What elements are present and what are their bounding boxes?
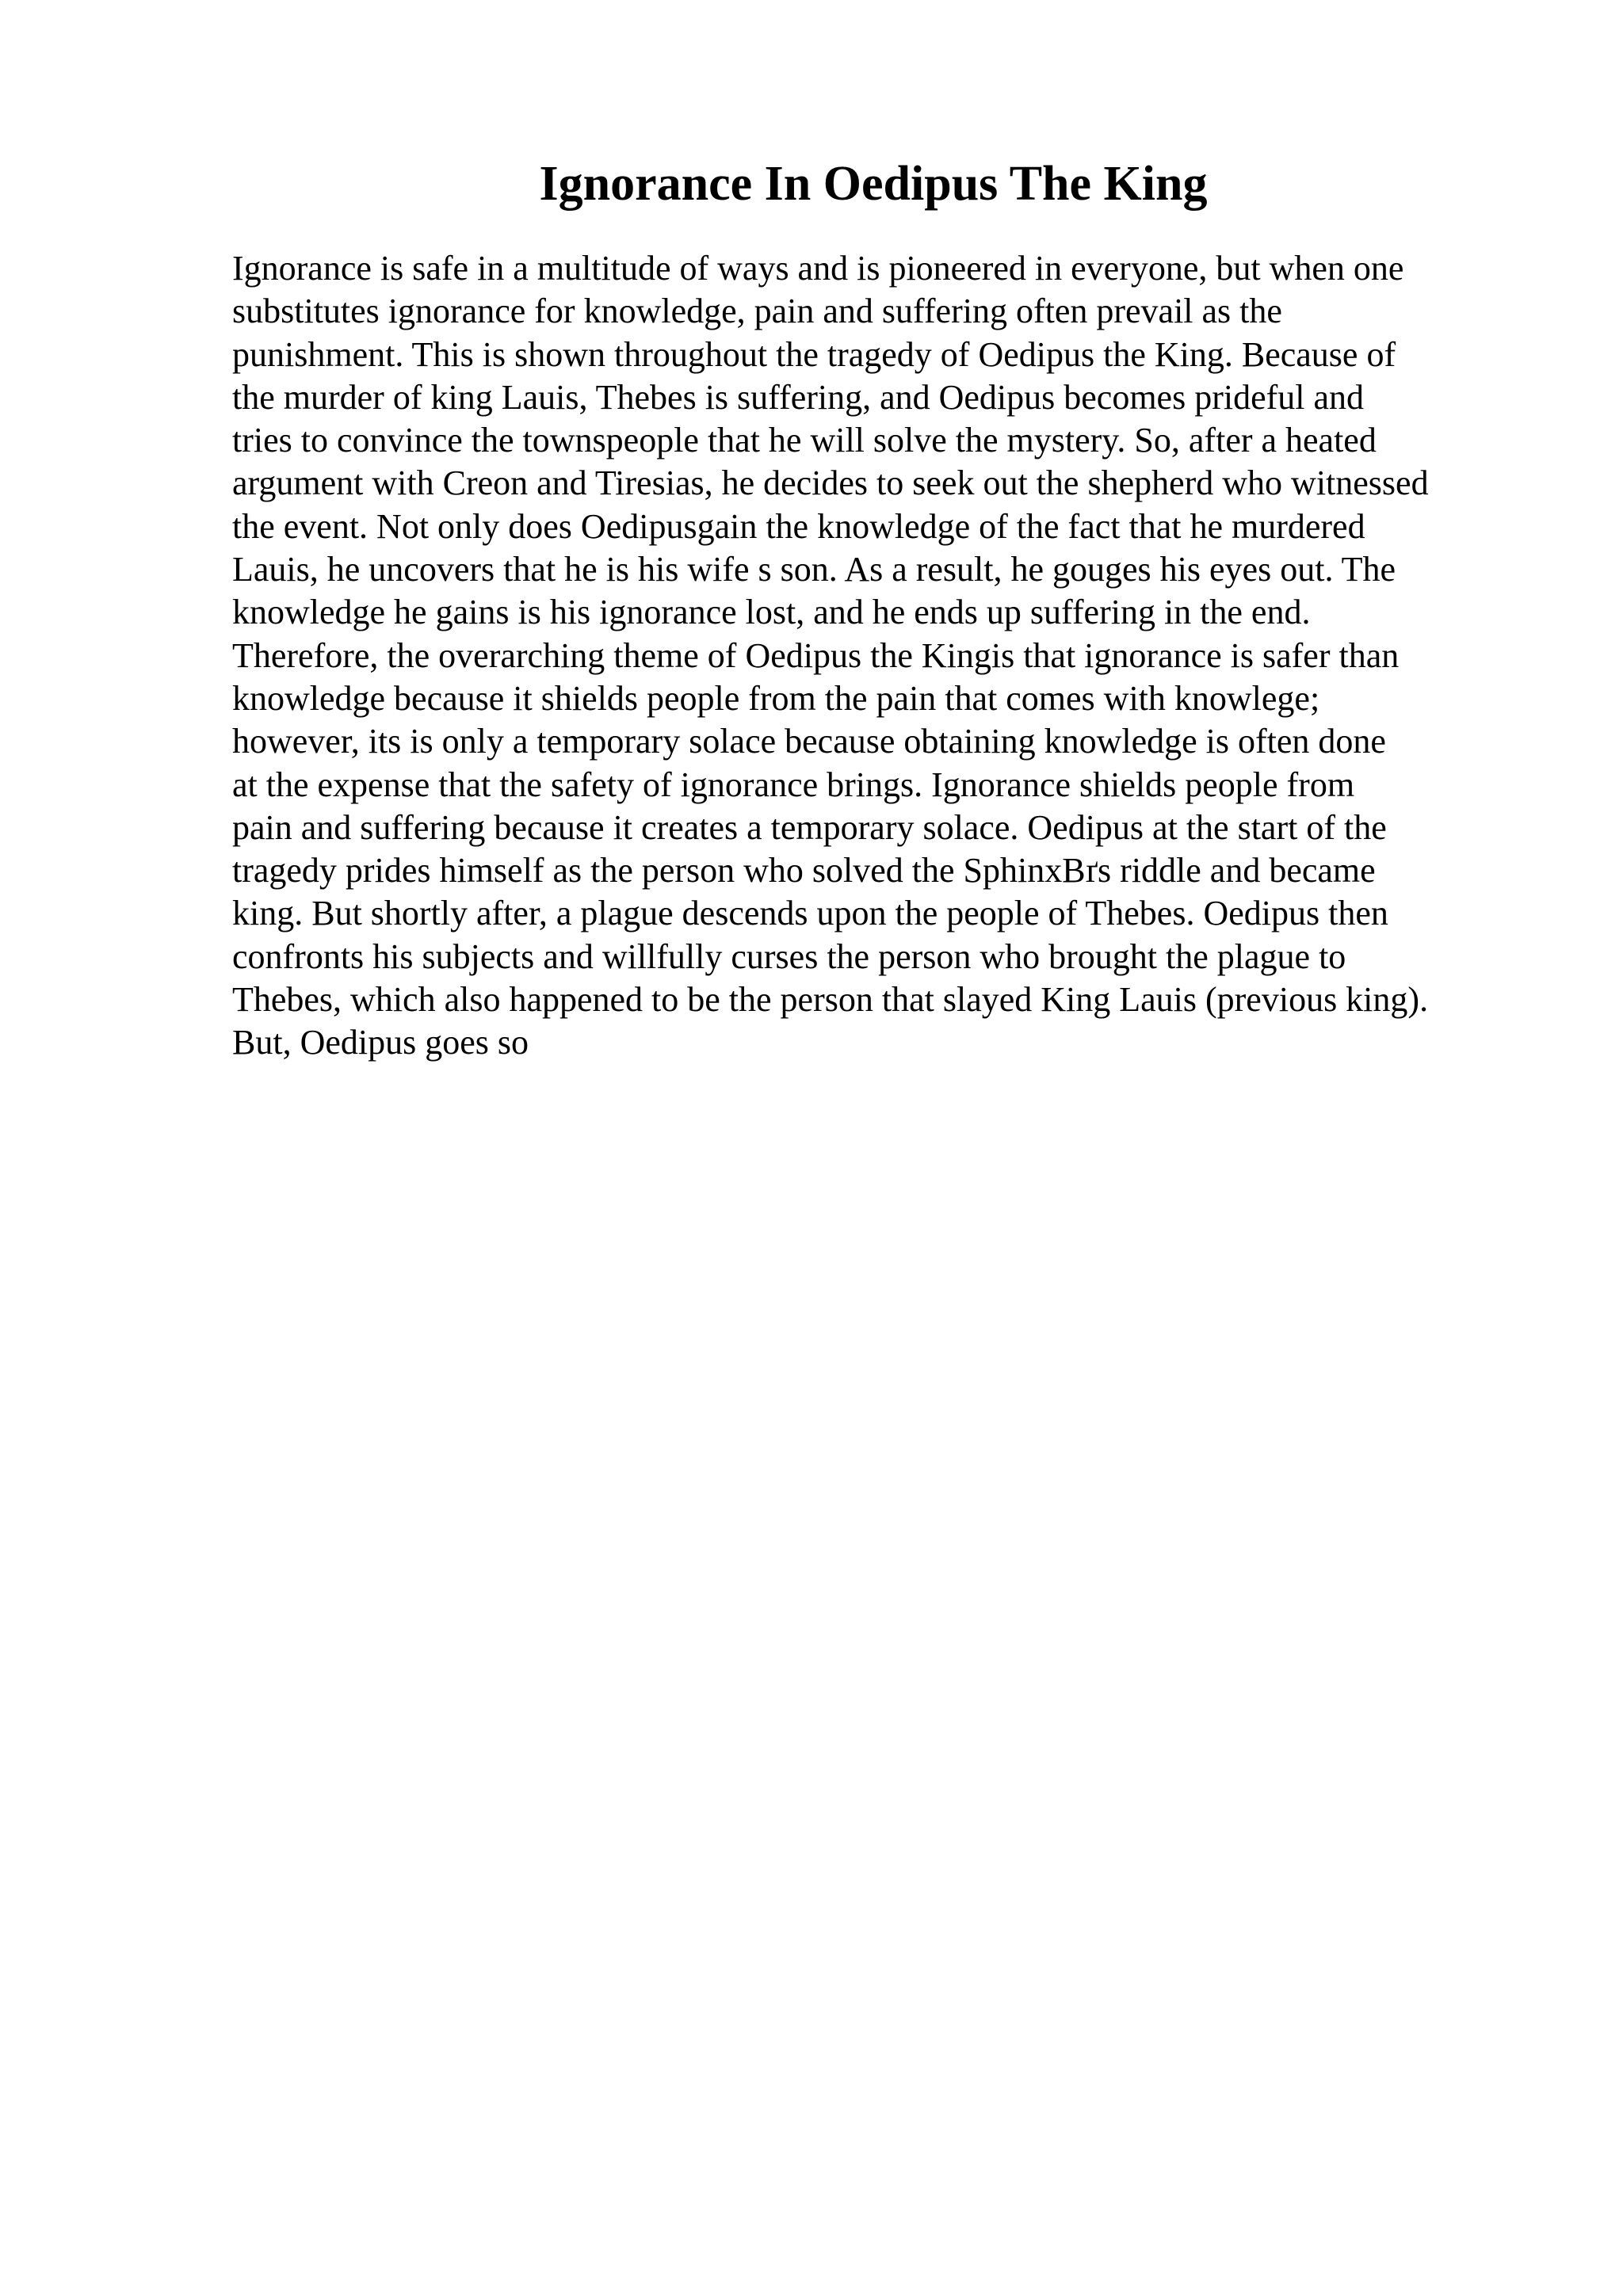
- body-line: punishment. This is shown throughout the tragedy of Oedipus the King. Because of: [232, 334, 1396, 374]
- body-line: knowledge because it shields people from the pain that comes with knowlege;: [232, 678, 1320, 718]
- body-line: the murder of king Lauis, Thebes is suffering, and Oedipus becomes prideful and: [232, 377, 1365, 417]
- body-line: But, Oedipus goes so: [232, 1023, 529, 1062]
- body-line: Therefore, the overarching theme of Oedipus the Kingis that ignorance is safer than: [232, 635, 1400, 675]
- body-line: pain and suffering because it creates a temporary solace. Oedipus at the start of the: [232, 807, 1387, 847]
- body-line: however, its is only a temporary solace because obtaining knowledge is often done: [232, 722, 1386, 761]
- body-line: substitutes ignorance for knowledge, pain and suffering often prevail as the: [232, 292, 1282, 331]
- body-line: tries to convince the townspeople that he will solve the mystery. So, after a heated: [232, 421, 1377, 460]
- body-line: knowledge he gains is his ignorance lost, and he ends up suffering in the end.: [232, 593, 1311, 632]
- body-line: at the expense that the safety of ignorance brings. Ignorance shields people from: [232, 765, 1355, 804]
- body-line: tragedy prides himself as the person who solved the SphinxBґs riddle and became: [232, 851, 1376, 891]
- document-title: Ignorance In Oedipus The King: [539, 157, 1208, 211]
- body-line: Thebes, which also happened to be the person that slayed King Lauis (previous king).: [232, 980, 1429, 1020]
- body-line: Ignorance is safe in a multitude of ways and is pioneered in everyone, but when one: [232, 249, 1404, 288]
- body-line: confronts his subjects and willfully curses the person who brought the plague to: [232, 936, 1346, 976]
- document-body: [232, 247, 1516, 1065]
- body-line: Lauis, he uncovers that he is his wife s son. As a result, he gouges his eyes out. The: [232, 550, 1396, 589]
- body-line: the event. Not only does Oedipusgain the knowledge of the fact that he murdered: [232, 506, 1365, 546]
- body-line: king. But shortly after, a plague descends upon the people of Thebes. Oedipus then: [232, 894, 1388, 933]
- body-line: argument with Creon and Tiresias, he decides to seek out the shepherd who witnessed: [232, 463, 1429, 503]
